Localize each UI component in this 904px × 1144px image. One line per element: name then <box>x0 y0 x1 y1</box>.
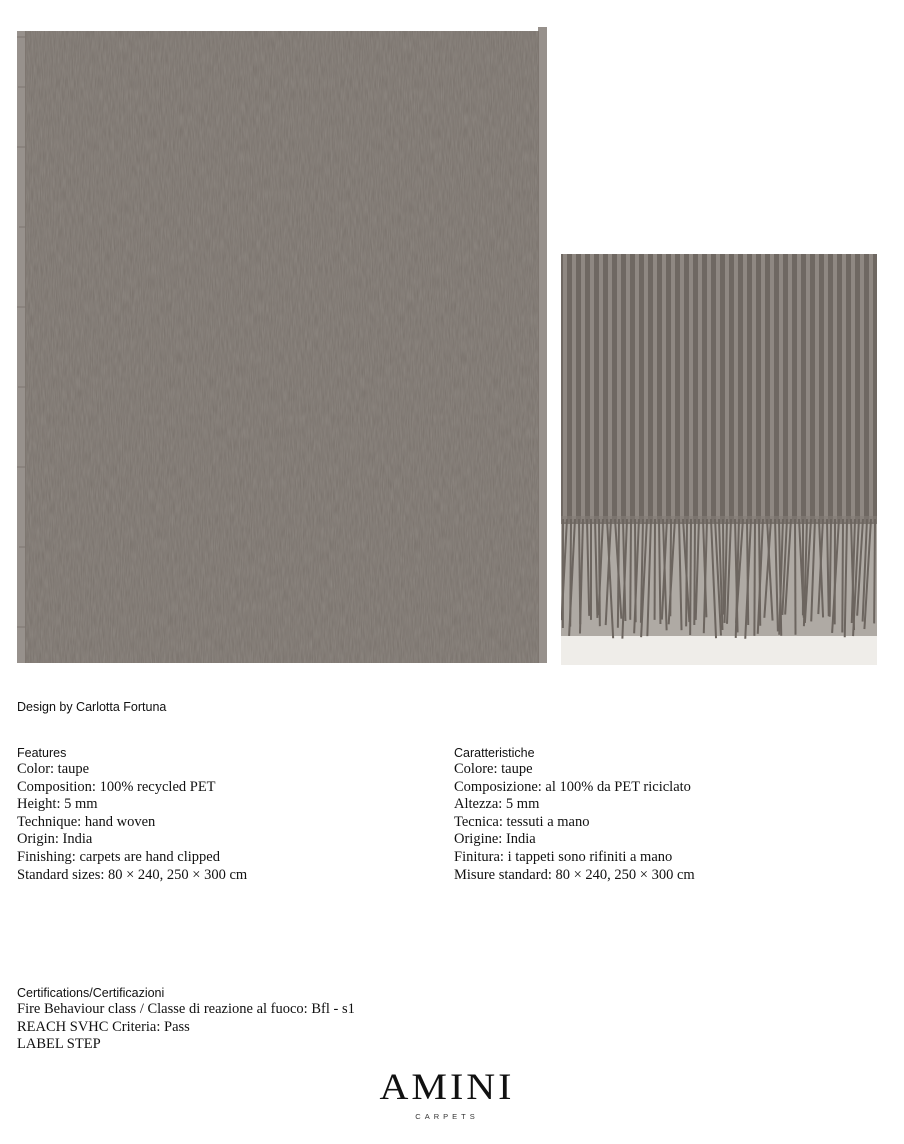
feature-line: Colore: taupe <box>454 761 533 777</box>
feature-line: Composition: 100% recycled PET <box>17 778 216 795</box>
fringe-strand <box>618 519 619 628</box>
certification-line: REACH SVHC Criteria: Pass <box>17 1018 190 1035</box>
certifications <box>17 985 355 1054</box>
designer-credit: Design by Carlotta Fortuna <box>17 700 167 714</box>
fringe-strand <box>874 519 875 623</box>
feature-line: Finitura: i tappeti sono rifiniti a mano <box>454 848 673 865</box>
fringe-strand <box>686 519 687 626</box>
logo-wordmark: AMINI <box>379 1065 515 1108</box>
fringe-strand <box>723 519 724 615</box>
fringe-strand <box>630 519 631 620</box>
feature-line: Misure standard: 80 × 240, 250 × 300 cm <box>454 866 695 883</box>
feature-line: Finishing: carpets are hand clipped <box>17 848 220 865</box>
feature-line: Origine: India <box>454 831 536 848</box>
logo-subtitle: CARPETS <box>415 1112 479 1121</box>
amini-logo <box>377 1066 517 1121</box>
feature-line: Origin: India <box>17 831 93 848</box>
feature-line: Technique: hand woven <box>17 813 156 830</box>
features-heading: Features <box>17 746 67 760</box>
fringe-strand <box>830 519 831 617</box>
fringe-strand <box>690 519 691 635</box>
caratteristiche-heading: Caratteristiche <box>454 746 535 760</box>
certifications-heading: Certifications/Certificazioni <box>17 986 165 1000</box>
feature-line: Tecnica: tessuti a mano <box>454 813 590 830</box>
feature-line: Color: taupe <box>17 761 90 777</box>
certification-line: Fire Behaviour class / Classe di reazione al fuoco: Bfl - s1 <box>17 1001 355 1017</box>
fringe-strand <box>842 519 843 632</box>
certification-line: LABEL STEP <box>17 1036 101 1053</box>
fringe-strand <box>795 519 796 635</box>
feature-line: Height: 5 mm <box>17 796 98 813</box>
feature-line: Composizione: al 100% da PET riciclato <box>454 778 691 795</box>
fringe-strand <box>754 519 755 636</box>
features-english <box>17 745 247 884</box>
features-italian <box>454 745 695 884</box>
feature-line: Standard sizes: 80 × 240, 250 × 300 cm <box>17 866 248 883</box>
feature-line: Altezza: 5 mm <box>454 796 540 813</box>
rug-main-image <box>17 27 547 665</box>
fringe-strand <box>694 519 695 625</box>
rug-detail-image <box>561 254 877 665</box>
